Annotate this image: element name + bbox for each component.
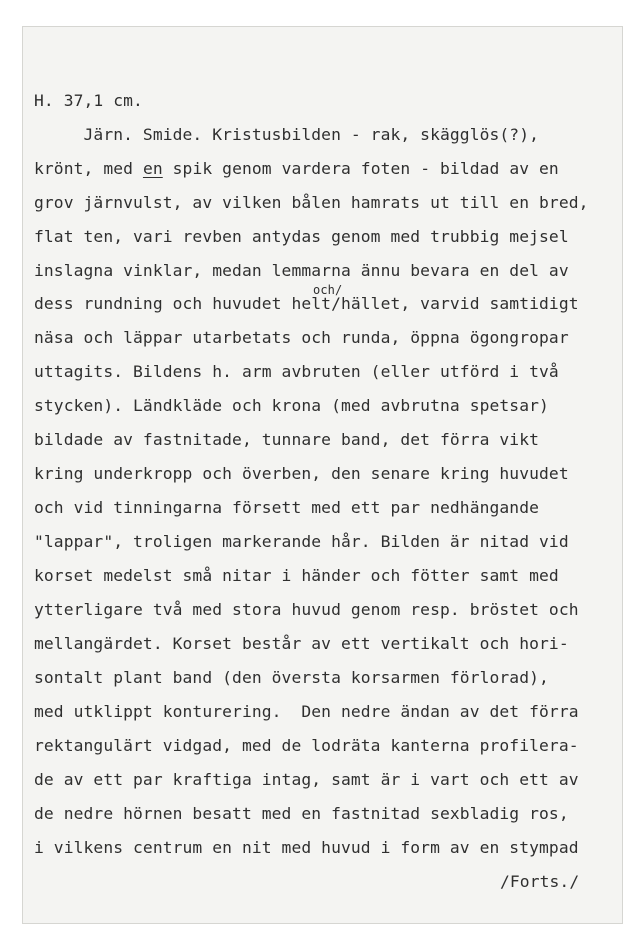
line-3: grov järnvulst, av vilken bålen hamrats ut till en bred, bbox=[34, 193, 589, 212]
line-17: sontalt plant band (den översta korsarmen förlorad), bbox=[34, 668, 549, 687]
line-9: stycken). Ländkläde och krona (med avbrutna spetsar) bbox=[34, 396, 549, 415]
interlinear-insert: och/ bbox=[313, 283, 343, 297]
line-10: bildade av fastnitade, tunnare band, det förra vikt bbox=[34, 430, 540, 449]
line-1: Järn. Smide. Kristusbilden - rak, skägglös(?), bbox=[34, 125, 540, 144]
line-18: med utklippt konturering. Den nedre ändan av det förra bbox=[34, 702, 579, 721]
line-16: mellangärdet. Korset består av ett vertikalt och hori- bbox=[34, 634, 569, 653]
line-20: de av ett par kraftiga intag, samt är i vart och ett av bbox=[34, 770, 579, 789]
line-2-start: krönt, med bbox=[34, 159, 143, 178]
line-6: dess rundning och huvudet helt/hället, varvid samtidigt bbox=[34, 294, 579, 313]
heading-height: H. 37,1 cm. bbox=[34, 91, 143, 110]
line-22: i vilkens centrum en nit med huvud i form av en stympad bbox=[34, 838, 579, 857]
line-12: och vid tinningarna försett med ett par nedhängande bbox=[34, 498, 540, 517]
line-19: rektangulärt vidgad, med de lodräta kanterna profilera- bbox=[34, 736, 579, 755]
line-5: inslagna vinklar, medan lemmarna ännu bevara en del av bbox=[34, 261, 569, 280]
line-7: näsa och läppar utarbetats och runda, öppna ögongropar bbox=[34, 328, 569, 347]
line-14: korset medelst små nitar i händer och fötter samt med bbox=[34, 566, 559, 585]
line-21: de nedre hörnen besatt med en fastnitad sexbladig ros, bbox=[34, 804, 569, 823]
line-2 bbox=[34, 160, 559, 178]
line-2-end: spik genom vardera foten - bildad av en bbox=[162, 159, 559, 178]
line-8: uttagits. Bildens h. arm avbruten (eller utförd i två bbox=[34, 362, 559, 381]
line-13: "lappar", troligen markerande hår. Bilden är nitad vid bbox=[34, 532, 569, 551]
underlined-word: en bbox=[142, 159, 163, 178]
line-11: kring underkropp och överben, den senare kring huvudet bbox=[34, 464, 569, 483]
line-15: ytterligare två med stora huvud genom resp. bröstet och bbox=[34, 600, 579, 619]
line-4: flat ten, vari revben antydas genom med trubbig mejsel bbox=[34, 227, 569, 246]
continuation-note: /Forts./ bbox=[500, 872, 580, 891]
